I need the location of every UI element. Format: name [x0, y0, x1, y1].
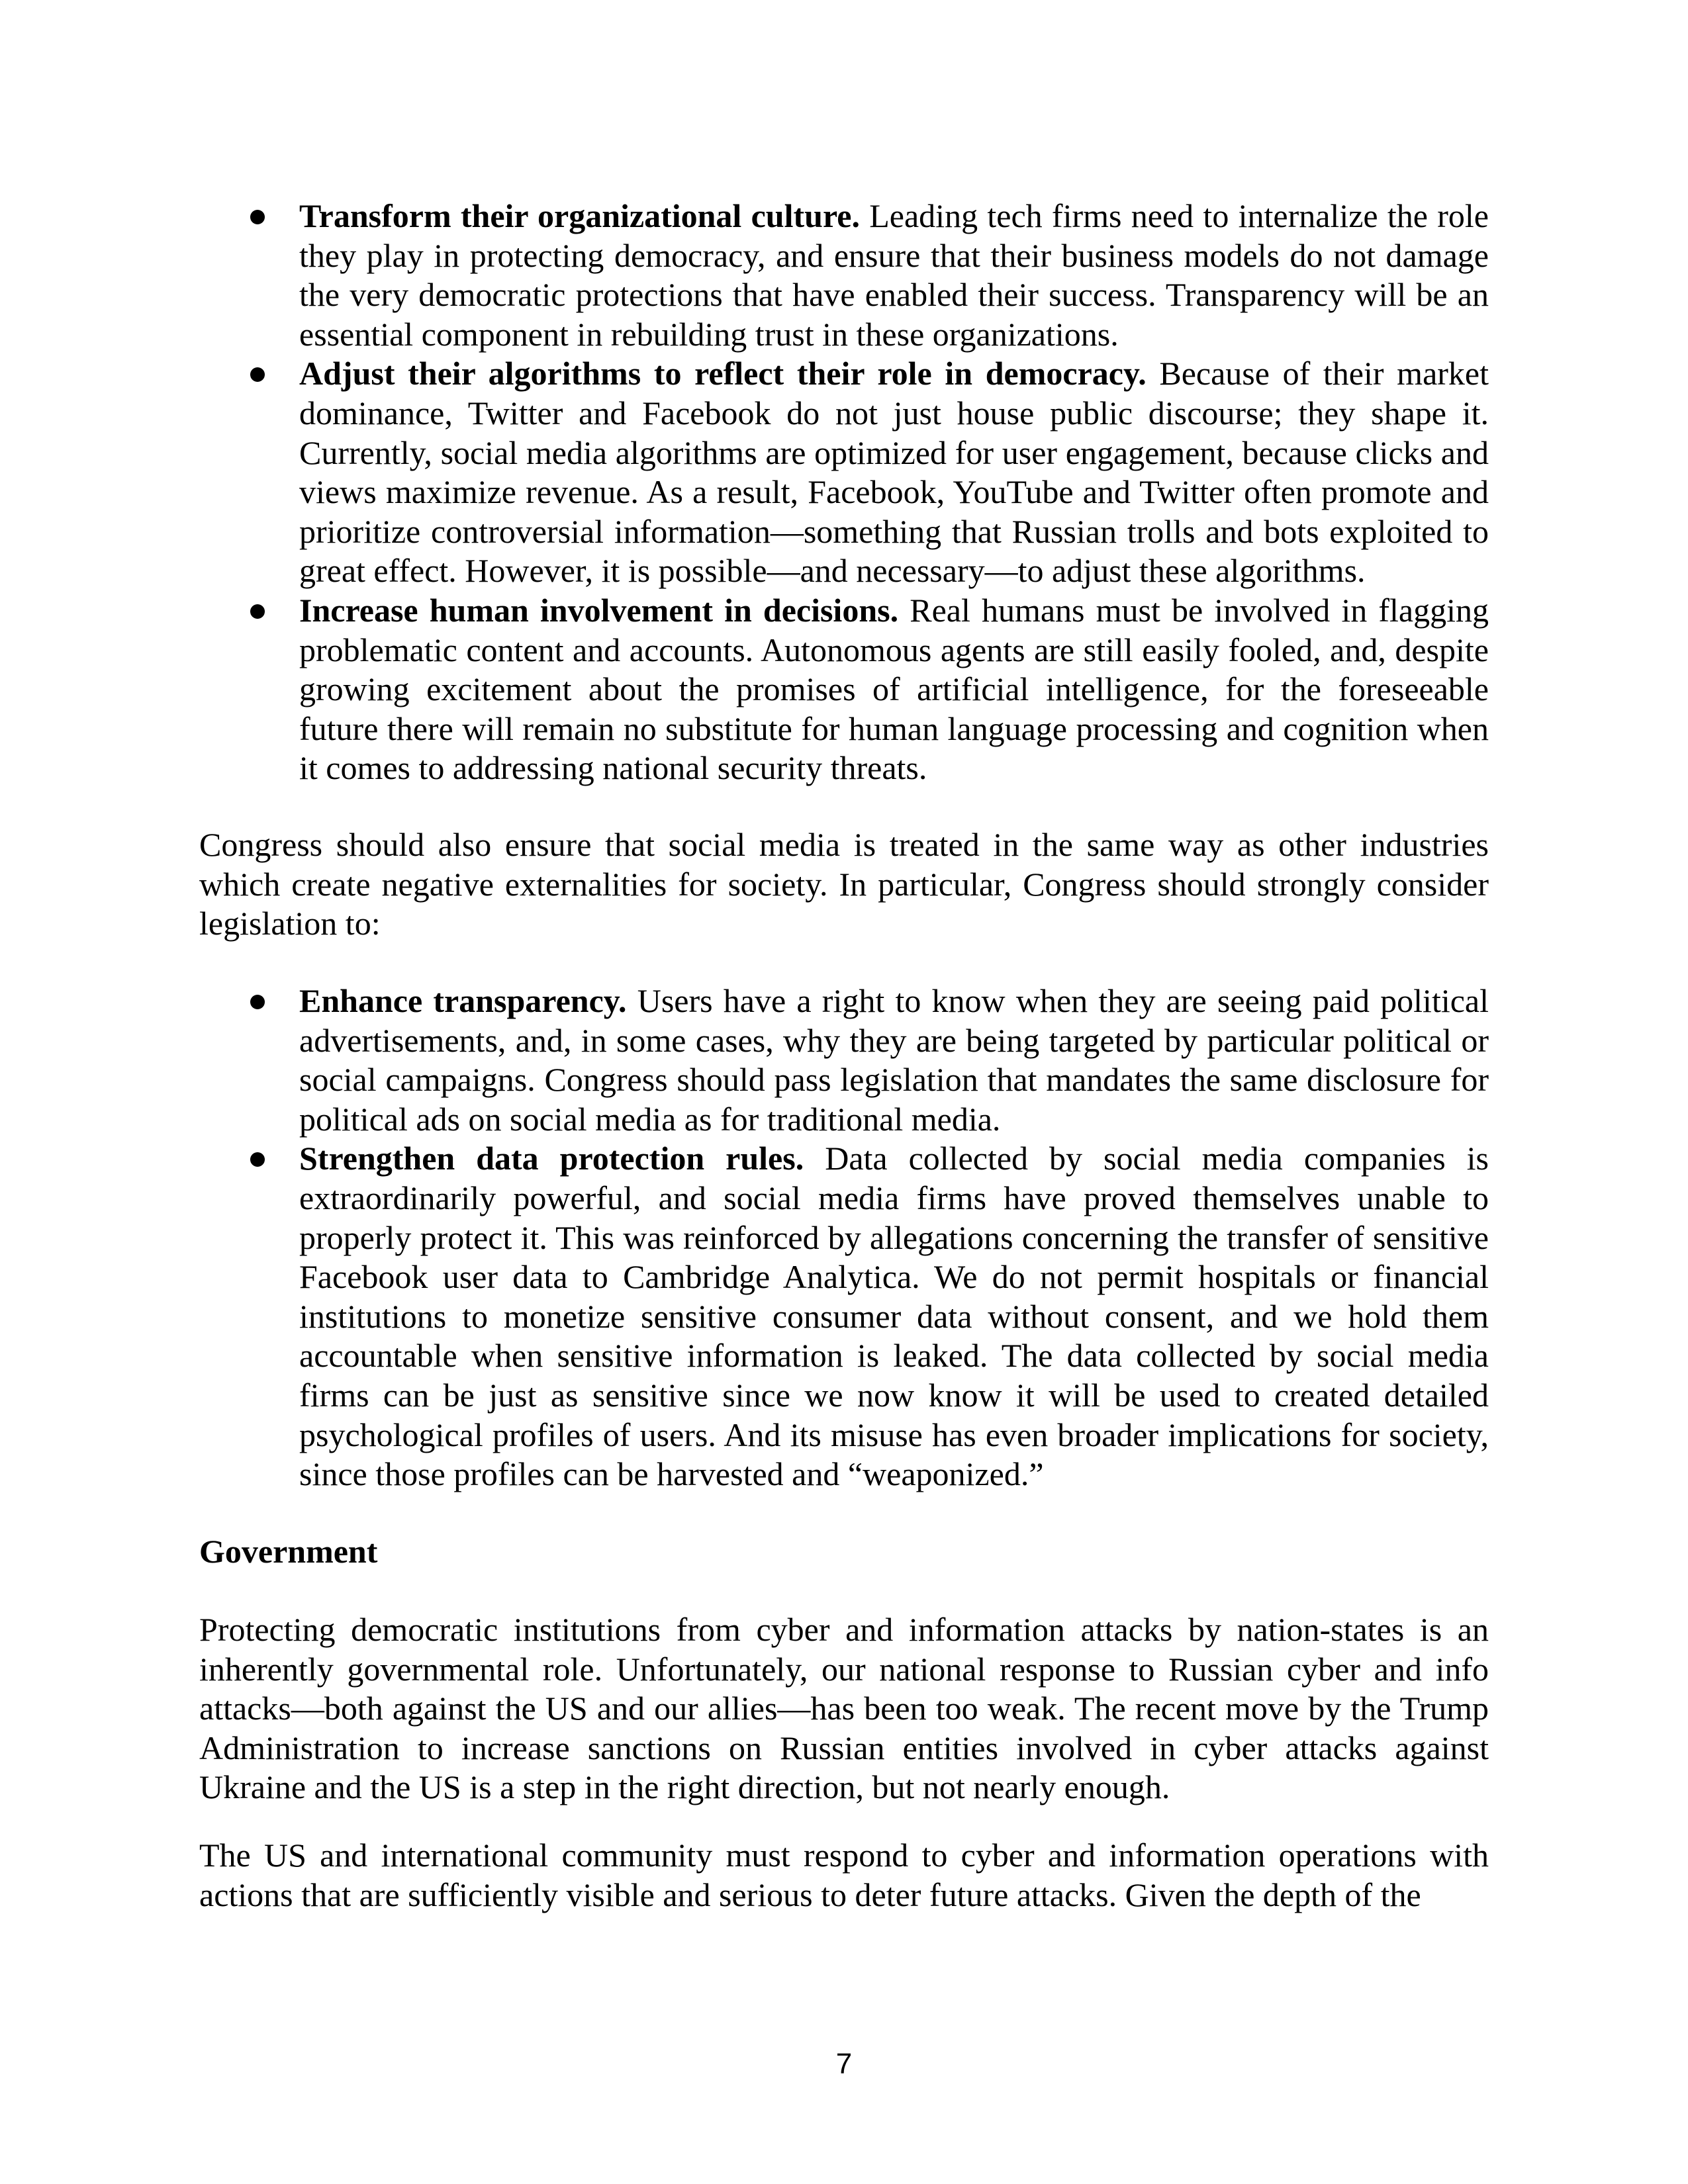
bullet-icon	[250, 367, 265, 382]
list-item	[199, 591, 1489, 788]
bullet-lead: Strengthen data protection rules.	[299, 1140, 804, 1177]
government-paragraph-2: The US and international community must respond to cyber and information operations with actions that are sufficiently visible and serious to deter future attacks. Given the depth of the	[199, 1837, 1489, 1913]
bullet-text: Users have a right to know when they are seeing paid political advertisements, and, in some cases, why they are being targeted by particular political or social campaigns. Congress should pass legislation that mandates the same disclosure for political ads on social media as for traditional media.	[299, 982, 1489, 1138]
page-number: 7	[835, 2048, 853, 2080]
congress-paragraph: Congress should also ensure that social media is treated in the same way as other industries which create negative externalities for society. In particular, Congress should strongly consider legislation to:	[199, 826, 1489, 942]
bullet-text: Leading tech firms need to internalize the role they play in protecting democracy, and ensure that their business models do not damage the very democratic protections that have enabled their success. Transparency will be an essential component in rebuilding trust in these organizations.	[299, 197, 1489, 353]
bullet-icon	[250, 604, 265, 619]
section-heading-government: Government	[199, 1533, 378, 1570]
bullet-text: Data collected by social media companies is extraordinarily powerful, and social media firms have proved themselves unable to properly protect it. This was reinforced by allegations concerning the transfer of sensitive Facebook user data to Cambridge Analytica. We do not permit hospitals or financial institutions to monetize sensitive consumer data without consent, and we hold them accountable when sensitive information is leaked. The data collected by social media firms can be just as sensitive since we now know it will be used to created detailed psychological profiles of users. And its misuse has even broader implications for society, since those profiles can be harvested and “weaponized.”	[299, 1140, 1489, 1493]
bullet-icon	[250, 1152, 265, 1167]
bullet-lead: Increase human involvement in decisions.	[299, 591, 899, 629]
legislation-recommendations-list	[199, 981, 1489, 1494]
bullet-text: Because of their market dominance, Twitter and Facebook do not just house public discourse; they shape it. Currently, social media algorithms are optimized for user engagement, because clicks and views maximize revenue. As a result, Facebook, YouTube and Twitter often promote and prioritize controversial information—something that Russian trolls and bots exploited to great effect. However, it is possible—and necessary—to adjust these algorithms.	[299, 355, 1489, 590]
bullet-lead: Adjust their algorithms to reflect their role in democracy.	[299, 355, 1147, 392]
government-paragraph-1: Protecting democratic institutions from cyber and information attacks by nation-states is an inherently governmental role. Unfortunately, our national response to Russian cyber and info attacks—both against the US and our allies—has been too weak. The recent move by the Trump Administration to increase sanctions on Russian entities involved in cyber attacks against Ukraine and the US is a step in the right direction, but not nearly enough.	[199, 1611, 1489, 1806]
list-item	[199, 197, 1489, 354]
tech-firm-recommendations-list	[199, 197, 1489, 788]
bullet-lead: Transform their organizational culture.	[299, 197, 860, 234]
bullet-lead: Enhance transparency.	[299, 982, 627, 1019]
bullet-icon	[250, 210, 265, 224]
list-item	[199, 354, 1489, 591]
list-item	[199, 981, 1489, 1139]
bullet-text: Real humans must be involved in flagging problematic content and accounts. Autonomous agents are still easily fooled, and, despite growing excitement about the promises of artificial intelligence, for the foreseeable future there will remain no substitute for human language processing and cognition when it comes to addressing national security threats.	[299, 591, 1489, 787]
bullet-icon	[250, 995, 265, 1009]
list-item	[199, 1139, 1489, 1494]
